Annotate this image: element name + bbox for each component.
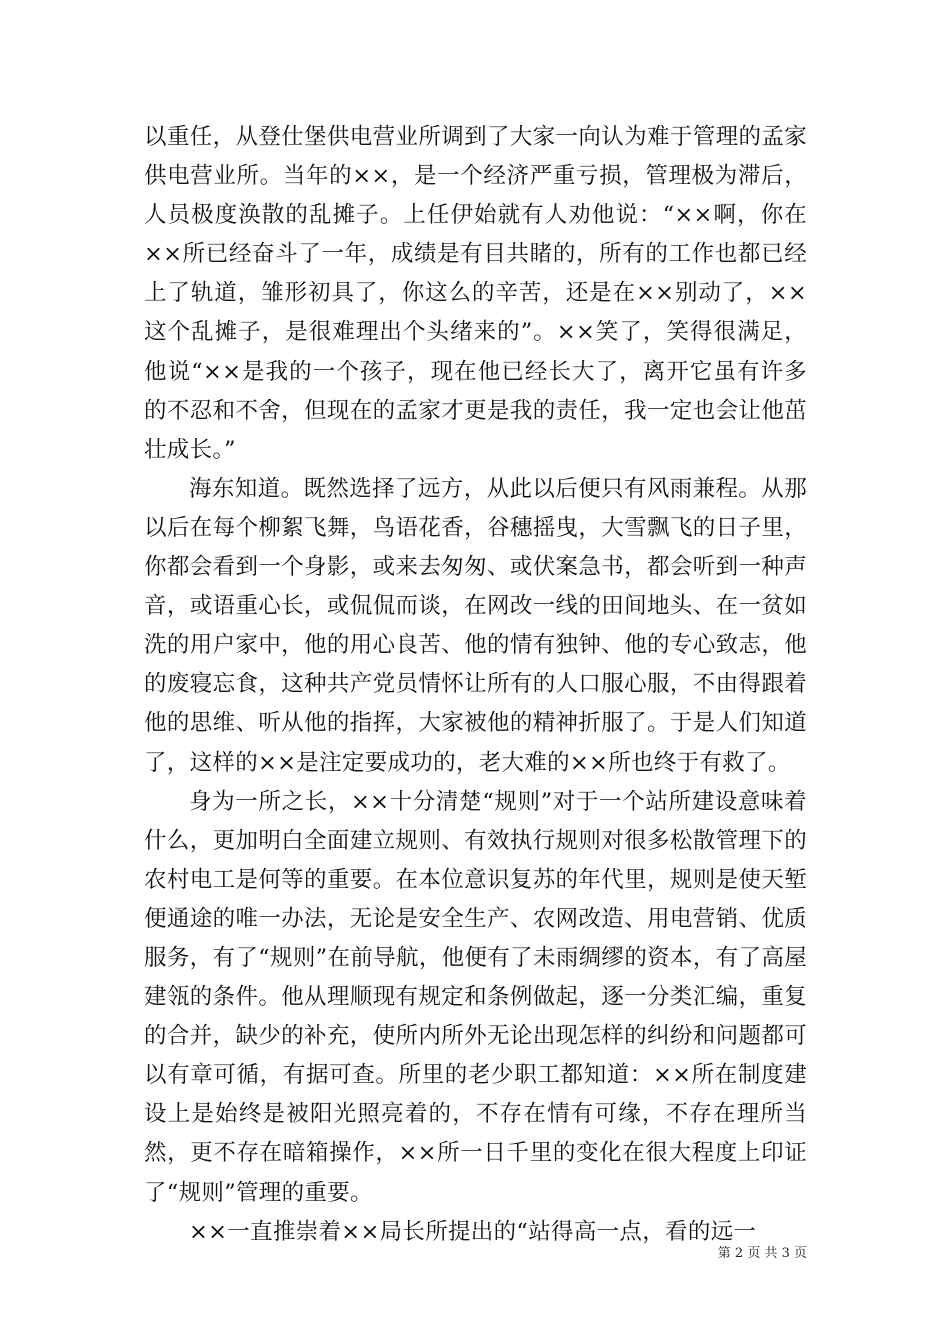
page-number: 第 2 页 共 3 页 (717, 1246, 807, 1261)
paragraph-2: 海东知道。既然选择了远方，从此以后便只有风雨兼程。从那以后在每个柳絮飞舞，鸟语花香，谷穗摇曳，大雪飘飞的日子里，你都会看到一个身影，或来去匆匆、或伏案急书，都会听到一种声音，或语重心长，或侃侃而谈，在网改一线的田间地头、在一贫如洗的用户家中，他的用心良苦、他的情有独钟、他的专心致志，他的废寝忘食，这种共产党员情怀让所有的人口服心服，不由得跟着他的思维、听从他的指挥，大家被他的精神折服了。于是人们知道了，这样的××是注定要成功的，老大难的××所也终于有救了。 (144, 475, 807, 776)
paragraph-3: 身为一所之长，××十分清楚“规则”对于一个站所建设意味着什么，更加明白全面建立规则、有效执行规则对很多松散管理下的农村电工是何等的重要。在本位意识复苏的年代里，规则是使天堑便通途的唯一办法，无论是安全生产、农网改造、用电营销、优质服务，有了“规则”在前导航，他便有了未雨绸缪的资本，有了高屋建瓴的条件。他从理顺现有规定和条例做起，逐一分类汇编，重复的合并，缺少的补充，使所内所外无论出现怎样的纠纷和问题都可以有章可循，有据可查。所里的老少职工都知道：××所在制度建设上是始终是被阳光照亮着的，不存在情有可缘，不存在理所当然，更不存在暗箱操作，××所一日千里的变化在很大程度上印证了“规则”管理的重要。 (144, 788, 807, 1206)
document-body (144, 118, 807, 1252)
paragraph-1: 以重任，从登仕堡供电营业所调到了大家一向认为难于管理的孟家供电营业所。当年的××，是一个经济严重亏损，管理极为滞后，人员极度涣散的乱摊子。上任伊始就有人劝他说：“××啊，你在××所已经奋斗了一年，成绩是有目共睹的，所有的工作也都已经上了轨道，雏形初具了，你这么的辛苦，还是在××别动了，××这个乱摊子，是很难理出个头绪来的”。××笑了，笑得很满足，他说“××是我的一个孩子，现在他已经长大了，离开它虽有许多的不忍和不舍，但现在的孟家才更是我的责任，我一定也会让他茁壮成长。” (144, 124, 807, 463)
paragraph-4: ××一直推崇着××局长所提出的“站得高一点，看的远一 (189, 1218, 757, 1245)
